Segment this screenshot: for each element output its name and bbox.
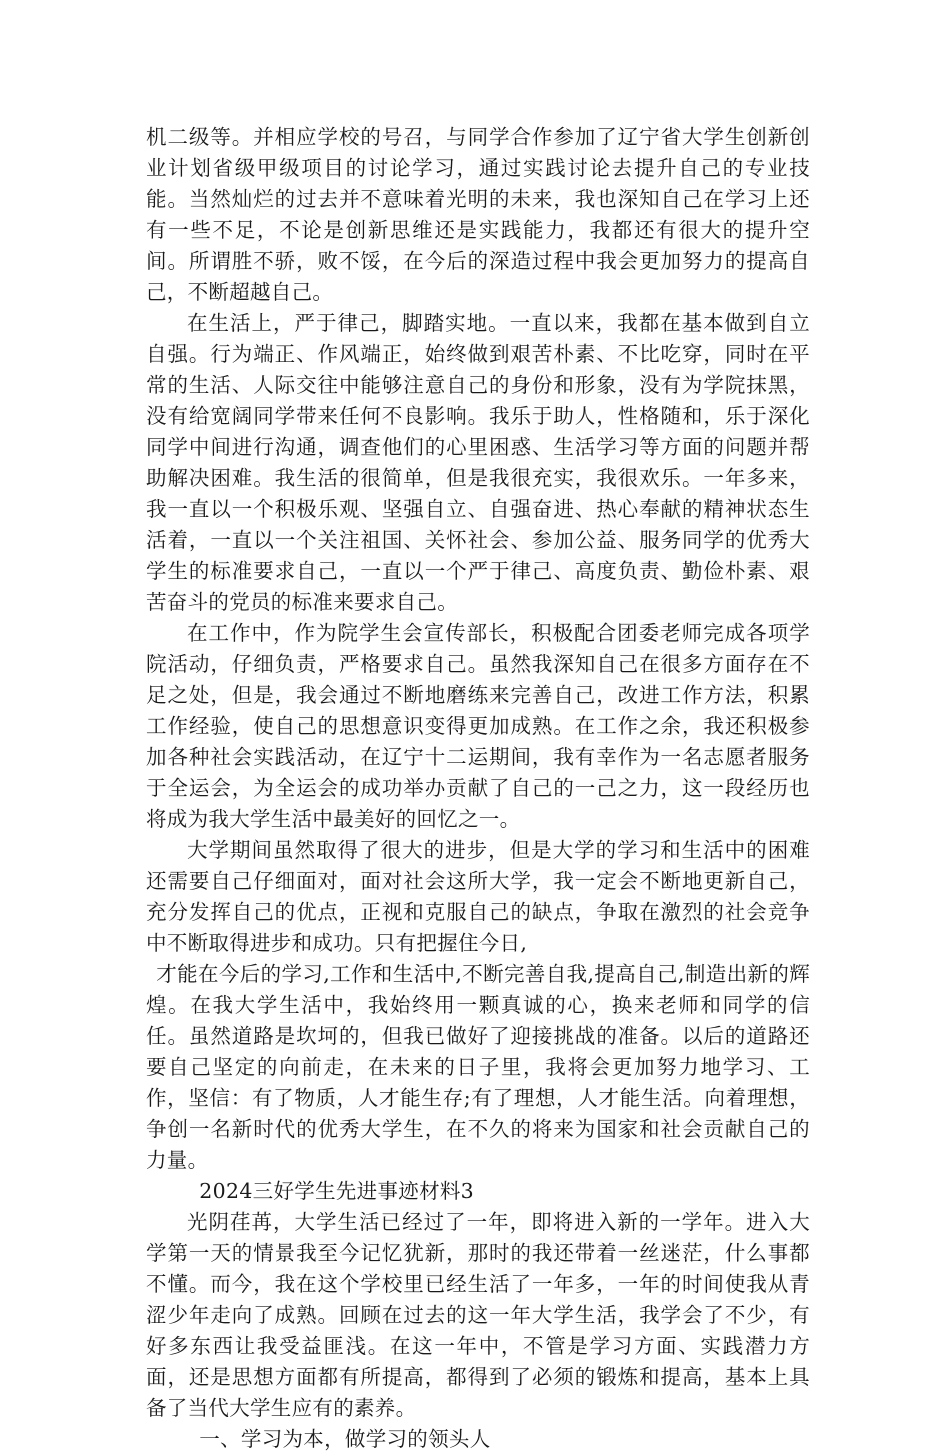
subsection-title: 一、学习为本，做学习的领头人 xyxy=(199,1427,491,1451)
paragraph-work: 在工作中，作为院学生会宣传部长，积极配合团委老师完成各项学院活动，仔细负责，严格要求自己。虽然我深知自己在很多方面存在不足之处，但是，我会通过不断地磨练来完善自己，改进工作方法，积累工作经验，使自己的思想意识变得更加成熟。在工作之余，我还积极参加各种社会实践活动，在辽宁十二运期间，我有幸作为一名志愿者服务于全运会，为全运会的成功举办贡献了自己的一己之力，这一段经历也将成为我大学生活中最美好的回忆之一。 xyxy=(146,621,810,831)
paragraph-life: 在生活上，严于律己，脚踏实地。一直以来，我都在基本做到自立自强。行为端正、作风端正，始终做到艰苦朴素、不比吃穿，同时在平常的生活、人际交往中能够注意自己的身份和形象，没有为学院抹黑，没有给宽阔同学带来任何不良影响。我乐于助人，性格随和，乐于深化同学中间进行沟通，调查他们的心里困惑、生活学习等方面的问题并帮助解决困难。我生活的很简单，但是我很充实，我很欢乐。一年多来，我一直以一个积极乐观、坚强自立、自强奋进、热心奉献的精神状态生活着，一直以一个关注祖国、关怀社会、参加公益、服务同学的优秀大学生的标准要求自己，一直以一个严于律己、高度负责、勤俭朴素、艰苦奋斗的党员的标准来要求自己。 xyxy=(146,311,810,614)
paragraph-progress: 大学期间虽然取得了很大的进步，但是大学的学习和生活中的困难还需要自己仔细面对，面对社会这所大学，我一定会不断地更新自己，充分发挥自己的优点，正视和克服自己的缺点，争取在激烈的社会竞争中不断取得进步和成功。只有把握住今日, xyxy=(146,838,810,955)
section-title: 2024三好学生先进事迹材料3 xyxy=(199,1179,475,1203)
paragraph-future: 才能在今后的学习,工作和生活中,不断完善自我,提高自己,制造出新的辉煌。在我大学生活中，我始终用一颗真诚的心，换来老师和同学的信任。虽然道路是坎坷的，但我已做好了迎接挑战的准备。以后的道路还要自己坚定的向前走，在未来的日子里，我将会更加努力地学习、工作，坚信：有了物质，人才能生存;有了理想，人才能生活。向着理想，争创一名新时代的优秀大学生，在不久的将来为国家和社会贡献自己的力量。 xyxy=(146,962,810,1172)
document-body xyxy=(146,122,810,1455)
paragraph-study-continued: 机二级等。并相应学校的号召，与同学合作参加了辽宁省大学生创新创业计划省级甲级项目的讨论学习，通过实践讨论去提升自己的专业技能。当然灿烂的过去并不意味着光明的未来，我也深知自己在学习上还有一些不足，不论是创新思维还是实践能力，我都还有很大的提升空间。所谓胜不骄，败不馁，在今后的深造过程中我会更加努力的提高自己，不断超越自己。 xyxy=(146,125,810,304)
paragraph-intro: 光阴荏苒，大学生活已经过了一年，即将进入新的一学年。进入大学第一天的情景我至今记忆犹新，那时的我还带着一丝迷茫，什么事都不懂。而今，我在这个学校里已经生活了一年多，一年的时间使我从青涩少年走向了成熟。回顾在过去的这一年大学生活，我学会了不少，有好多东西让我受益匪浅。在这一年中，不管是学习方面、实践潜力方面，还是思想方面都有所提高，都得到了必须的锻炼和提高，基本上具备了当代大学生应有的素养。 xyxy=(146,1210,810,1420)
